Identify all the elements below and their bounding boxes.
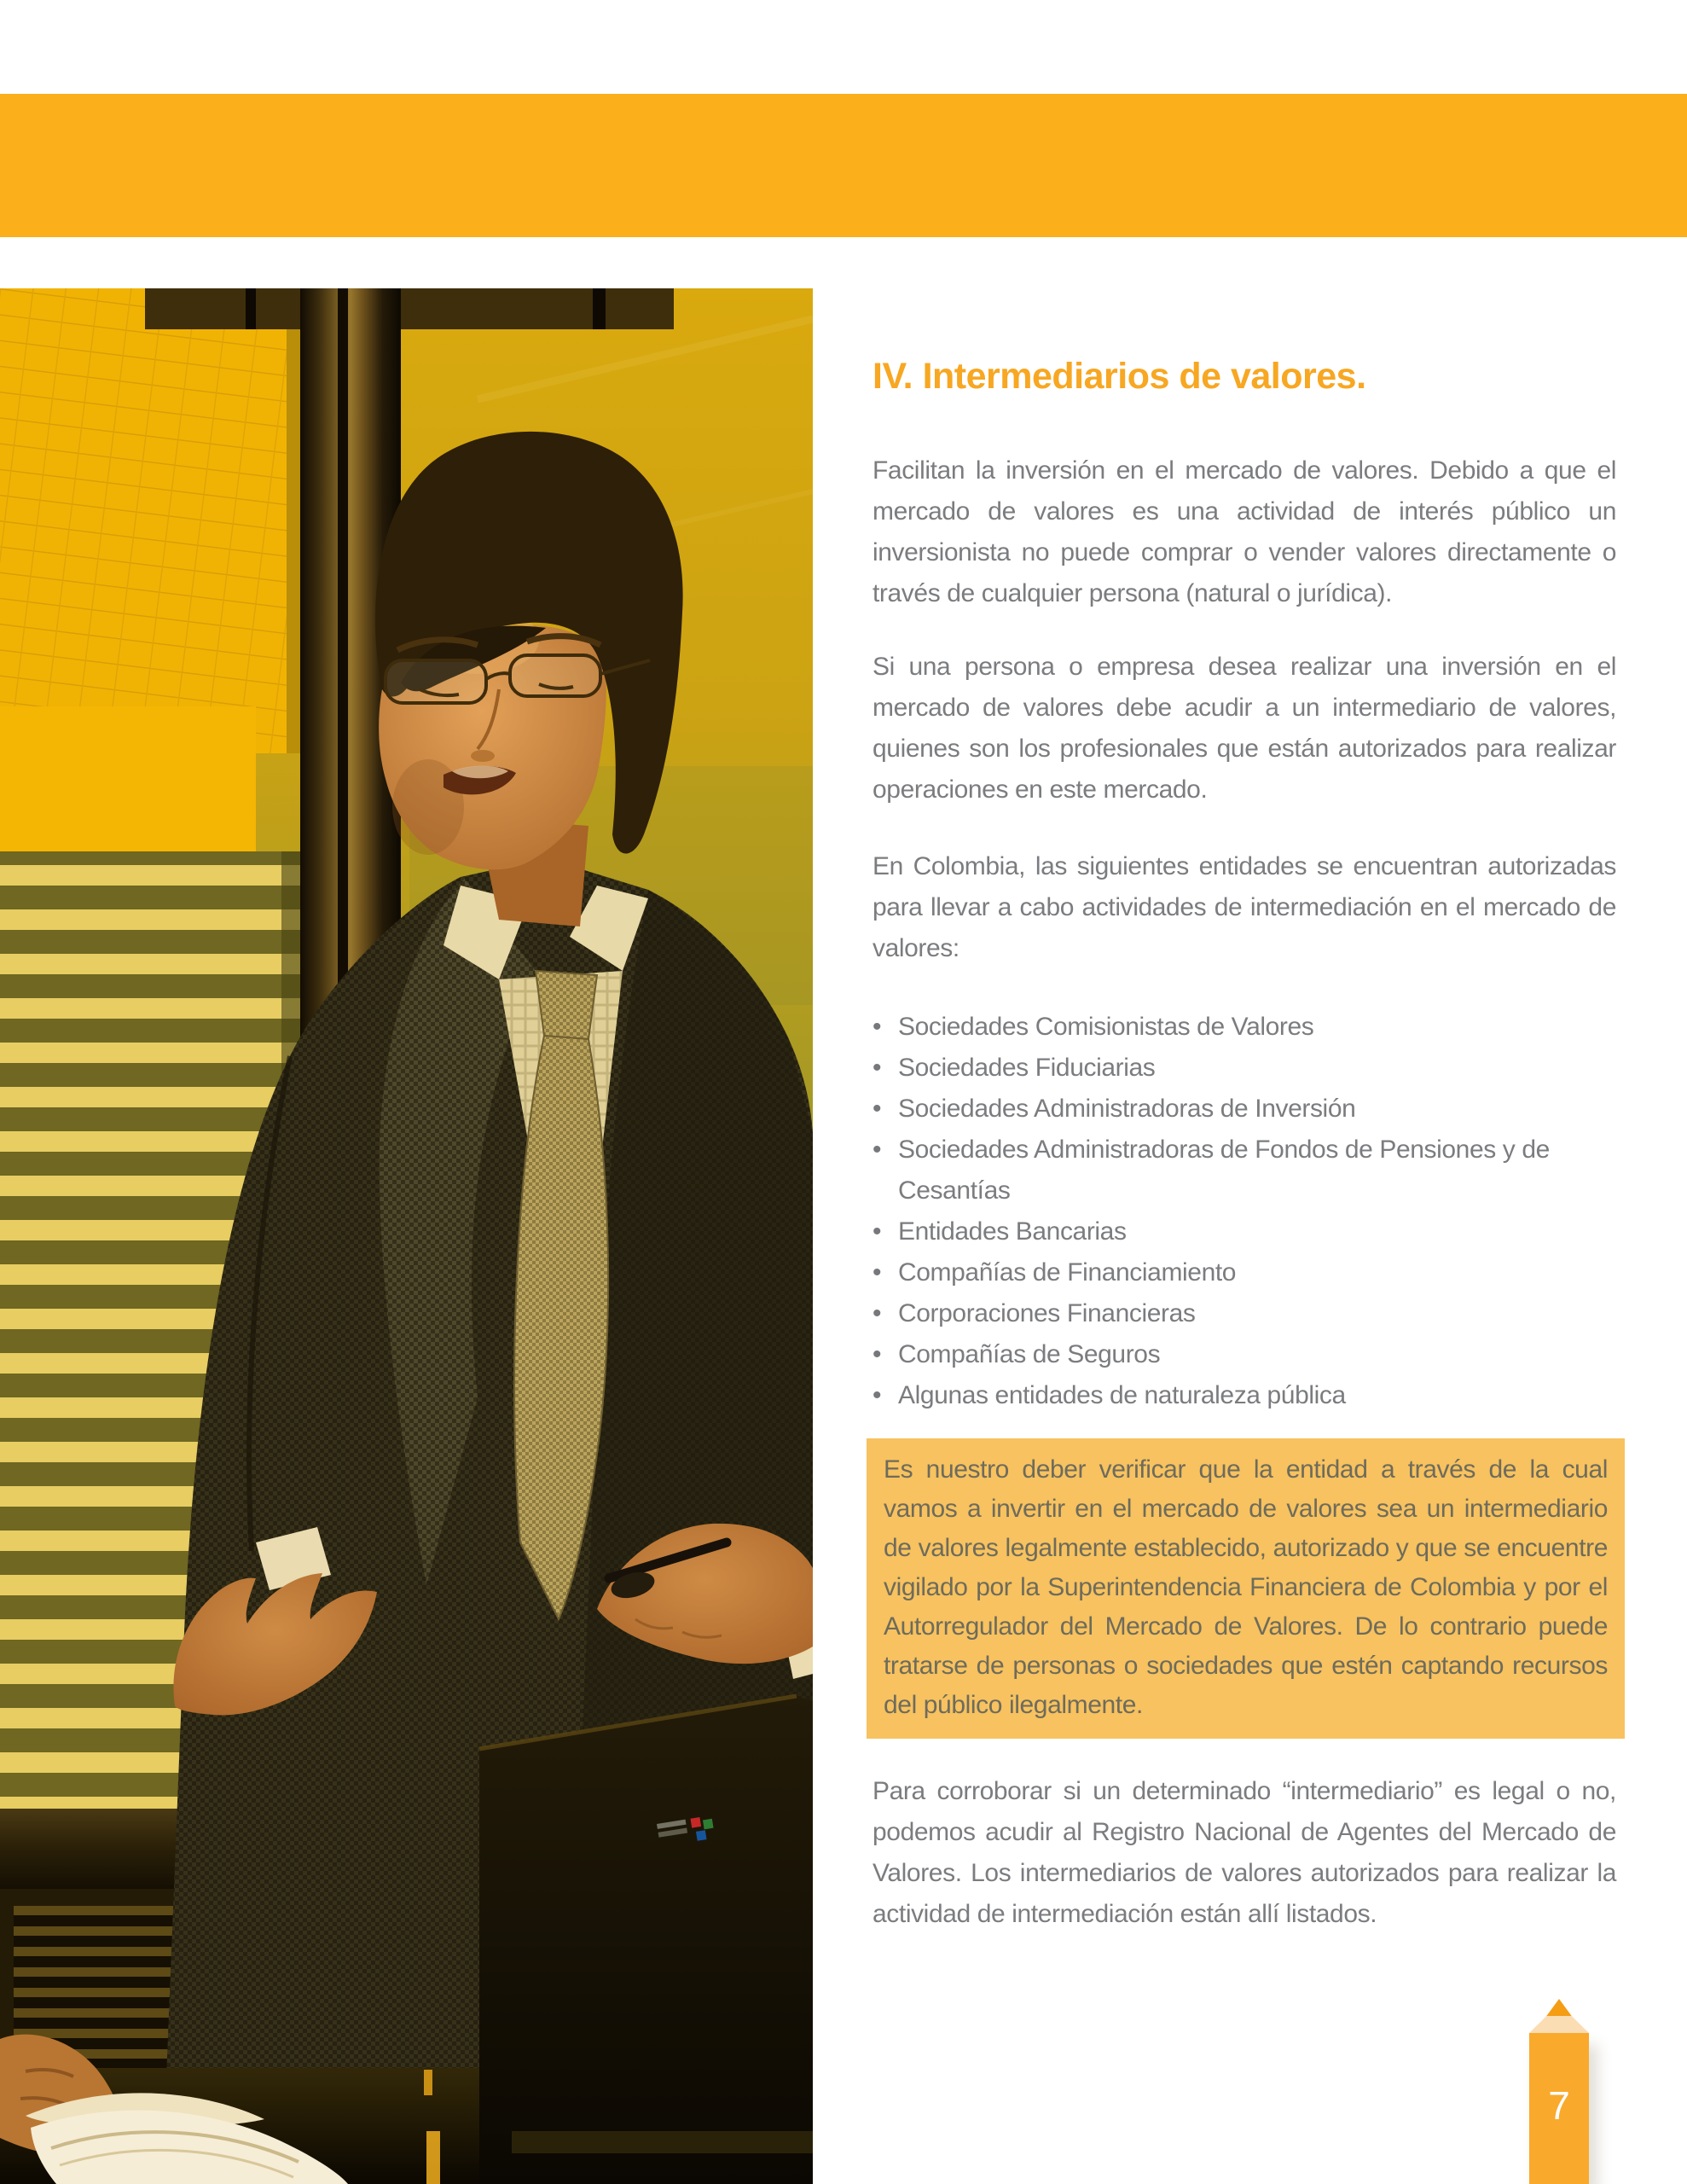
list-item-label: Algunas entidades de naturaleza pública — [898, 1381, 1346, 1409]
text-column — [872, 355, 1616, 1935]
bullet-icon: • — [872, 1258, 882, 1287]
page-number: 7 — [1548, 2083, 1570, 2128]
photo-speaker — [0, 288, 813, 2184]
page-number-marker — [1529, 1999, 1589, 2184]
pencil-tip-icon — [1529, 1999, 1589, 2017]
list-item-label: Compañías de Financiamiento — [898, 1258, 1237, 1287]
bullet-icon: • — [872, 1381, 882, 1409]
list-item — [872, 1130, 1616, 1211]
bullet-icon: • — [872, 1299, 882, 1327]
list-item — [872, 1334, 1616, 1375]
bullet-icon: • — [872, 1136, 882, 1164]
list-item-label: Compañías de Seguros — [898, 1340, 1161, 1368]
paragraph-2: Si una persona o empresa desea realizar una inversión en el mercado de valores debe acudir a un intermediario de valores, quienes son los profesionales que están autorizados para realizar operaciones en este mercado. — [872, 653, 1616, 804]
bullet-icon: • — [872, 1054, 882, 1082]
list-item — [872, 1293, 1616, 1334]
bullet-icon: • — [872, 1340, 882, 1368]
closing-paragraph: Para corroborar si un determinado “intermediario” es legal o no, podemos acudir al Registro Nacional de Agentes del Mercado de Valores. Los intermediarios de valores autorizados para realizar la actividad de intermediación están allí listados. — [872, 1777, 1616, 1928]
header-band — [0, 94, 1687, 237]
list-item-label: Sociedades Fiduciarias — [898, 1054, 1156, 1082]
pencil-body — [1529, 2033, 1589, 2184]
list-item — [872, 1211, 1616, 1252]
paragraph-3: En Colombia, las siguientes entidades se encuentran autorizadas para llevar a cabo actividades de intermediación en el mercado de valores: — [872, 852, 1616, 962]
photo-laptop — [479, 1696, 813, 2184]
list-item — [872, 1252, 1616, 1293]
intermediaries-list — [872, 1007, 1616, 1416]
section-title: IV. Intermediarios de valores. — [872, 356, 1366, 397]
list-item-label: Entidades Bancarias — [898, 1217, 1127, 1246]
list-item — [872, 1048, 1616, 1089]
bullet-icon: • — [872, 1013, 882, 1041]
list-item — [872, 1007, 1616, 1048]
list-item — [872, 1089, 1616, 1130]
pencil-wood-icon — [1529, 2016, 1589, 2033]
bullet-icon: • — [872, 1095, 882, 1123]
list-item-label: Sociedades Comisionistas de Valores — [898, 1013, 1314, 1041]
list-item-label: Corporaciones Financieras — [898, 1299, 1196, 1327]
list-item — [872, 1375, 1616, 1416]
list-item-label: Sociedades Administradoras de Fondos de Pensiones y de Cesantías — [898, 1136, 1550, 1205]
paragraph-1: Facilitan la inversión en el mercado de valores. Debido a que el mercado de valores es una actividad de interés público un inversionista no puede comprar o vender valores directamente o través de cualquier persona (natural o jurídica). — [872, 456, 1616, 607]
highlight-box — [867, 1438, 1625, 1739]
bullet-icon: • — [872, 1217, 882, 1246]
photo-illustration — [0, 288, 813, 2184]
list-item-label: Sociedades Administradoras de Inversión — [898, 1095, 1356, 1123]
highlight-box-text: Es nuestro deber verificar que la entidad a través de la cual vamos a invertir en el mercado de valores sea un intermediario de valores legalmente establecido, autorizado y que se encuentre vigilado por la Superintendencia Financiera de Colombia y por el Autorregulador del Mercado de Valores. De lo contrario puede tratarse de personas o sociedades que estén captando recursos del público ilegalmente. — [884, 1455, 1608, 1719]
